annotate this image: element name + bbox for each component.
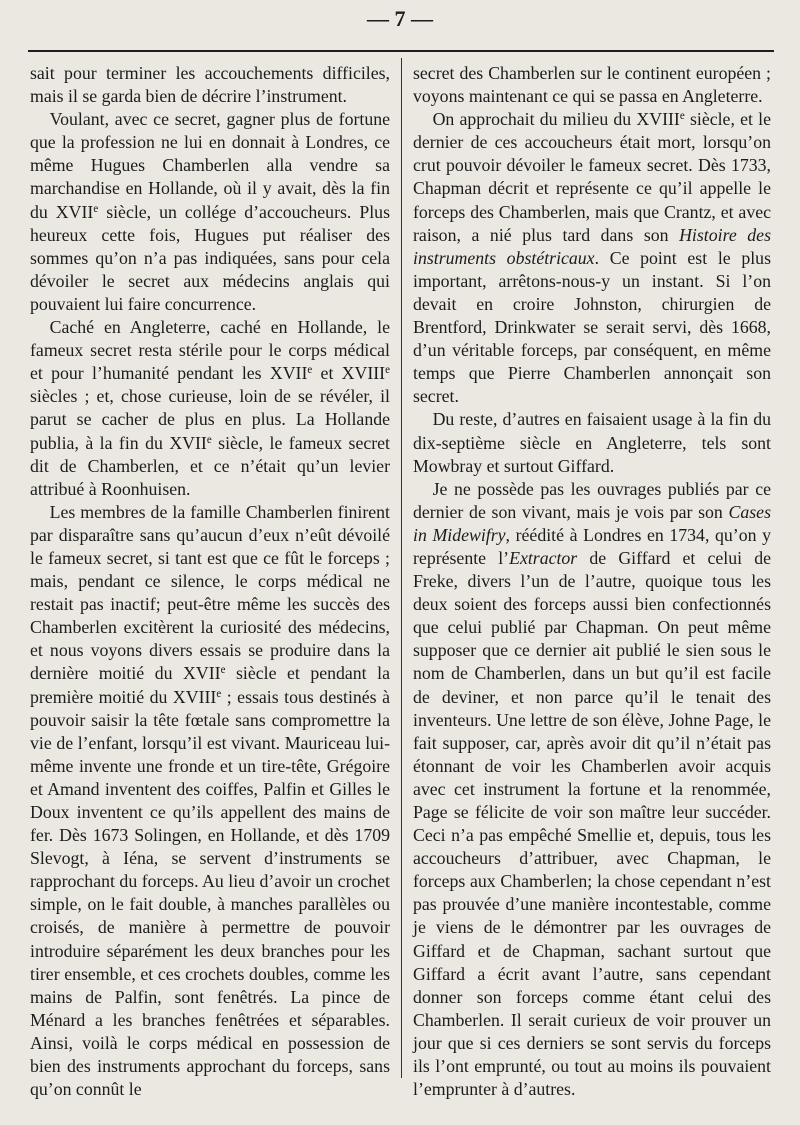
paragraph: Je ne possède pas les ouvrages publiés par ce dernier de son vivant, mais je vois par son Cases in Midewifry, réédité à Londres en 1734, qu’on y représente l’Extractor de Giffard et celui de Freke, divers l’un de l’autre, quoique tous les deux soient des forceps aussi bien confectionnés que celui publié par Chapman. On peut même supposer que ce dernier ait publié le sien sous le nom de Chamberlen, dans un but qu’il est facile de deviner, et non parce qu’il le tenait des inventeurs. Une lettre de son élève, Johne Page, le fait supposer, car, après avoir dit qu’il n’était pas étonnant de voir les Chamberlen avoir acquis avec cet instrument la fortune et la renommée, Page se félicite de voir son maître leur succéder. Ceci n’a pas empêché Smellie et, depuis, tous les accoucheurs d’attribuer, avec Chapman, le forceps aux Chamberlen; la chose cependant n’est pas prouvée d’une manière incontestable, comme je viens de le démontrer par les ouvrages de Giffard et de Chapman, sachant surtout que Giffard a écrit avant l’autre, sans cependant donner son forceps comme étant celui des Chamberlen. Il serait curieux de voir prouver un jour que si ces derniers se sont servis du forceps ils l’ont emprunté, ou tout au moins ils pouvaient l’emprunter à d’autres. — [413, 478, 772, 1100]
paragraph: secret des Chamberlen sur le continent européen ; voyons maintenant ce qui se passa en Angleterre. — [413, 63, 771, 107]
header-rule — [28, 50, 774, 52]
paragraph: Du reste, d’autres en faisaient usage à la fin du dix-septième siècle en Angleterre, tels sont Mowbray et surtout Giffard. — [413, 409, 771, 476]
column-divider — [401, 58, 402, 1078]
paragraph: Les membres de la famille Chamberlen finirent par disparaître sans qu’aucun d’eux n’eût dévoilé le fameux secret, si tant est que ce fût le forceps ; mais, pendant ce silence, le corps médical ne restait pas inactif; peut-être même les succès des Chamberlen excitèrent la curiosité des médecins, et nous voyons divers essais se produire dans la dernière moitié du XVIIe siècle et pendant la première moitié du XVIIIe ; essais tous destinés à pouvoir saisir la tête fœtale sans compromettre la vie de l’enfant, lorsqu’il est vivant. Mauriceau lui-même invente une fronde et un tire-tête, Grégoire et Amand inventent des coiffes, Palfin et Gilles le Doux inventent ce qu’ils appellent des mains de fer. Dès 1673 Solingen, en Hollande, et dès 1709 Slevogt, à Iéna, se servent d’instruments se rapprochant du forceps. Au lieu d’avoir un crochet simple, on le fait double, à manches parallèles ou croisés, de manière à permettre de pouvoir introduire séparément les deux branches pour les tirer ensemble, et ces crochets doubles, comme les mains de Palfin, sont fenêtrés. La pince de Ménard a les branches fenêtrées et séparables. Ainsi, voilà le corps médical en possession de bien des instruments approchant du forceps, sans qu’on connût le — [30, 501, 390, 1100]
paragraph: Voulant, avec ce secret, gagner plus de fortune que la profession ne lui en donnait à Londres, ce même Hugues Chamberlen alla vendre sa marchandise en Hollande, où il y avait, dès la fin du XVIIe siècle, un collége d’accoucheurs. Plus heureux cette fois, Hugues put réaliser des sommes qu’on n’a pas indiquées, sans pour cela dévoiler le secret aux médecins anglais qui pouvaient lui faire concurrence. — [30, 109, 390, 314]
paragraph: On approchait du milieu du XVIIIe siècle, et le dernier de ces accoucheurs était mort, lorsqu’on crut pouvoir dévoiler le fameux secret. Dès 1733, Chapman décrit et représente ce qu’il appelle le forceps des Chamberlen, mais que Crantz, et avec raison, a nié plus tard dans son Histoire des instruments obstétricaux. Ce point est le plus important, arrêtons-nous-y un instant. Si l’on devait en croire Johnston, chirurgien de Brentford, Drinkwater se serait servi, dès 1668, d’un véritable forceps, par conséquent, en même temps que Pierre Chamberlen annonçait son secret. — [413, 109, 771, 407]
right-column — [413, 62, 771, 1101]
paragraph: Caché en Angleterre, caché en Hollande, le fameux secret resta stérile pour le corps médical et pour l’humanité pendant les XVIIe et XVIIIe siècles ; et, chose curieuse, loin de se révéler, il parut se cacher de plus en plus. La Hollande publia, à la fin du XVIIe siècle, le fameux secret dit de Chamberlen, et ce n’était qu’un levier attribué à Roonhuisen. — [30, 317, 390, 499]
left-column — [30, 62, 390, 1101]
page-number: — 7 — — [367, 6, 433, 31]
paragraph: sait pour terminer les accouchements difficiles, mais il se garda bien de décrire l’instrument. — [30, 63, 390, 107]
